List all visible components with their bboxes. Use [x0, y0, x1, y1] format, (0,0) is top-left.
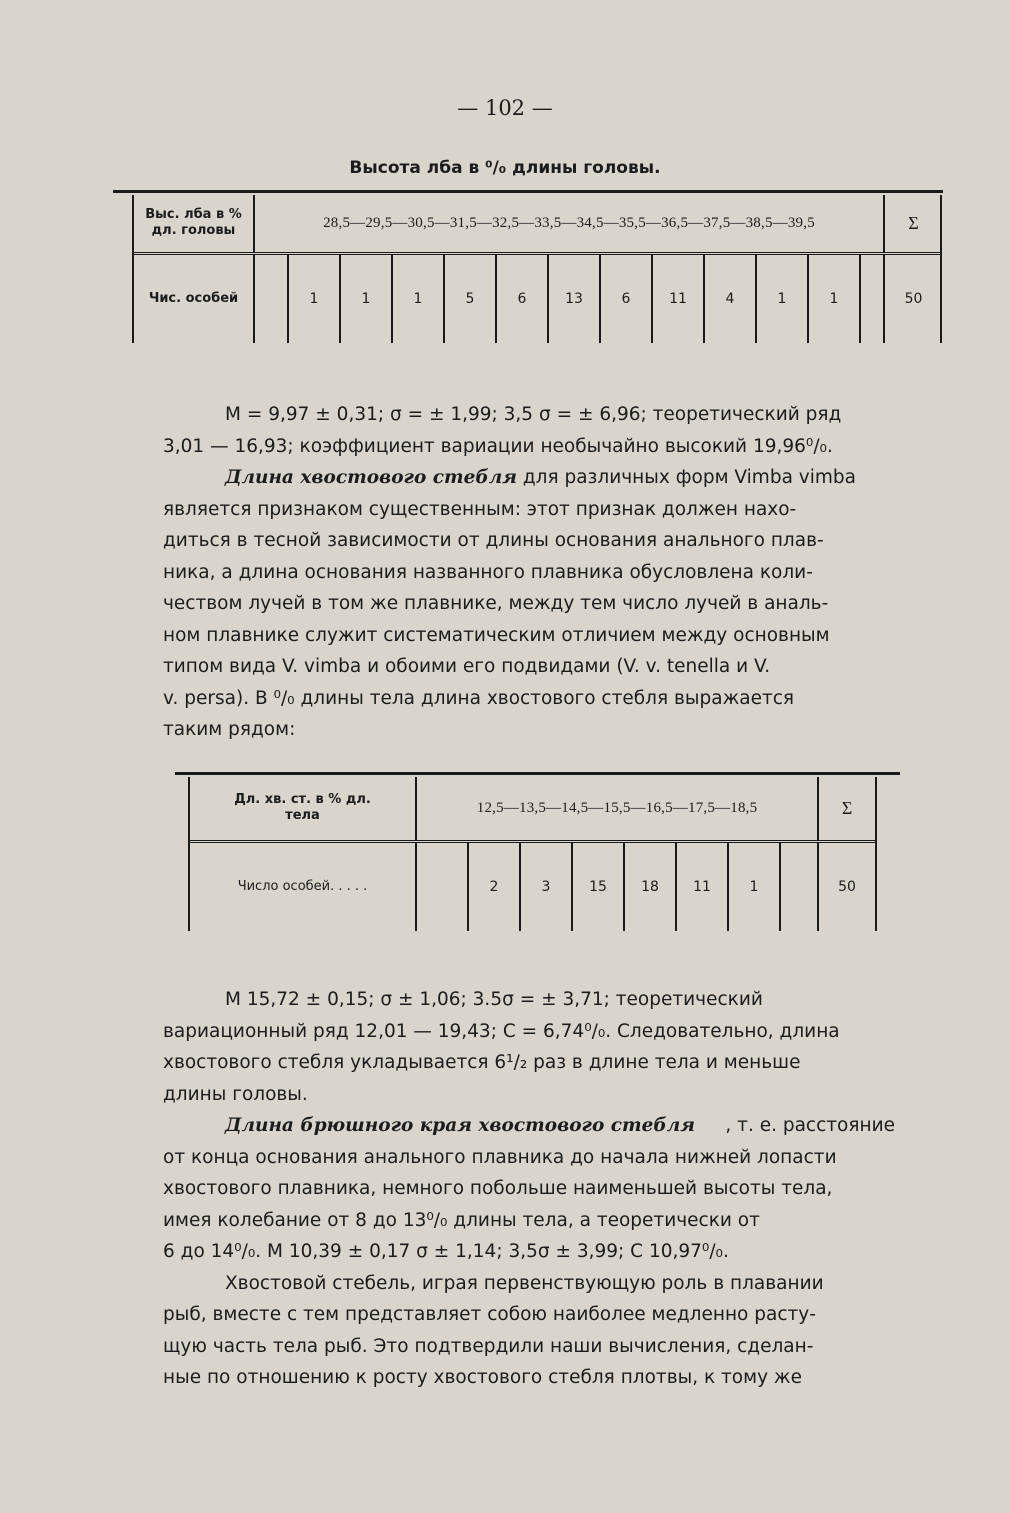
text-line: ные по отношению к росту хвостового стебля плотвы, к тому же — [163, 1367, 802, 1388]
table1-total: 50 — [884, 253, 942, 343]
table2-count-cell: 2 — [468, 841, 520, 931]
text-line: длины головы. — [163, 1083, 308, 1105]
table1-sum-symbol: Σ — [884, 195, 942, 253]
table2-count-cell: 1 — [728, 841, 780, 931]
table2-top-rule — [175, 772, 900, 775]
table1-count-label: Чис. особей — [148, 290, 239, 306]
text-line: вариационный ряд 12,01 — 19,43; С = 6,74⁰/₀. Следовательно, длина — [163, 1020, 840, 1042]
text-line: хвостового стебля укладывается 6¹/₂ раз в длине тела и меньше — [163, 1052, 801, 1073]
table2-total: 50 — [818, 841, 875, 931]
table2-count-label: Число особей. . . . . — [237, 878, 368, 894]
table1-top-rule — [113, 190, 943, 193]
text-line: ника, а длина основания названного плавника обусловлена коли- — [163, 561, 813, 583]
italic-phrase: Длина хвостового стебля — [225, 467, 517, 488]
table2-count-cell: 11 — [676, 841, 728, 931]
text-line: М = 9,97 ± 0,31; σ = ± 1,99; 3,5 σ = ± 6,96; теоретический ряд — [225, 404, 842, 425]
table2-count-cell: 18 — [624, 841, 676, 931]
table2-intervals: 12,5—13,5—14,5—15,5—16,5—17,5—18,5 — [416, 777, 818, 841]
paragraph-2 — [163, 984, 895, 1394]
text-line: имея колебание от 8 до 13⁰/₀ длины тела, а теоретически от — [163, 1209, 760, 1231]
text-line: типом вида V. vimba и обоими его подвидами (V. v. tenella и V. — [163, 656, 771, 677]
table1 — [134, 195, 942, 343]
text-line: диться в тесной зависимости от длины основания анального плав- — [163, 530, 824, 551]
text-line: чеством лучей в том же плавнике, между тем число лучей в аналь- — [163, 593, 829, 614]
table2-count-cell — [416, 841, 468, 931]
table1-count-cell: 13 — [548, 253, 600, 343]
table1-count-cell: 1 — [756, 253, 808, 343]
table2-count-cell: 15 — [572, 841, 624, 931]
text-line: 3,01 — 16,93; коэффициент вариации необычайно высокий 19,96⁰/₀. — [163, 435, 833, 457]
table1-intervals: 28,5—29,5—30,5—31,5—32,5—33,5—34,5—35,5—36,5—37,5—38,5—39,5 — [254, 195, 884, 253]
text-line: Длина брюшного края хвостового стебля , т. е. расстояние — [163, 1110, 895, 1142]
text-line: хвостового плавника, немного побольше наименьшей высоты тела, — [163, 1178, 833, 1199]
table2-header-label: Дл. хв. ст. в % дл. тела — [190, 777, 416, 841]
table1-count-cell: 1 — [340, 253, 392, 343]
page-number: — 102 — — [457, 96, 553, 120]
table1-count-cell — [860, 253, 884, 343]
text-line: 6 до 14⁰/₀. М 10,39 ± 0,17 σ ± 1,14; 3,5σ ± 3,99; С 10,97⁰/₀. — [163, 1241, 729, 1262]
table1-count-cell — [254, 253, 288, 343]
text-line: Длина хвостового стебля для различных форм Vimba vimba — [163, 462, 895, 494]
table1-header-label: Выс. лба в % дл. головы — [134, 195, 254, 253]
table1-title: Высота лба в ⁰/₀ длины головы. — [349, 158, 661, 178]
table1-count-cell: 5 — [444, 253, 496, 343]
italic-phrase: Длина брюшного края хвостового стебля — [225, 1115, 695, 1136]
text-line: ном плавнике служит систематическим отличием между основным — [163, 624, 830, 646]
text-line: М 15,72 ± 0,15; σ ± 1,06; 3.5σ = ± 3,71; теоретический — [225, 989, 763, 1010]
text-line: Хвостовой стебель, играя первенствующую роль в плавании — [225, 1272, 824, 1294]
table1-count-cell: 4 — [704, 253, 756, 343]
table2-count-cell: 3 — [520, 841, 572, 931]
table1-count-cell: 1 — [808, 253, 860, 343]
table1-count-cell: 1 — [392, 253, 444, 343]
table1-count-cell: 1 — [288, 253, 340, 343]
table1-count-cell: 6 — [600, 253, 652, 343]
text-line: от конца основания анального плавника до начала нижней лопасти — [163, 1146, 837, 1168]
table2-count-cell — [780, 841, 818, 931]
text-line: рыб, вместе с тем представляет собою наиболее медленно расту- — [163, 1304, 816, 1325]
table1-count-cell: 6 — [496, 253, 548, 343]
table2-right-rule — [875, 777, 877, 931]
table2-sum-symbol: Σ — [818, 777, 875, 841]
paragraph-1 — [163, 399, 895, 746]
text-line: является признаком существенным: этот признак должен нахо- — [163, 498, 797, 520]
table1-count-cell: 11 — [652, 253, 704, 343]
text-line: щую часть тела рыб. Это подтвердили наши вычисления, сделан- — [163, 1335, 814, 1357]
text-line: v. persa). В ⁰/₀ длины тела длина хвостового стебля выражается — [163, 687, 795, 709]
text-line: таким рядом: — [163, 719, 296, 740]
table2 — [190, 777, 875, 931]
